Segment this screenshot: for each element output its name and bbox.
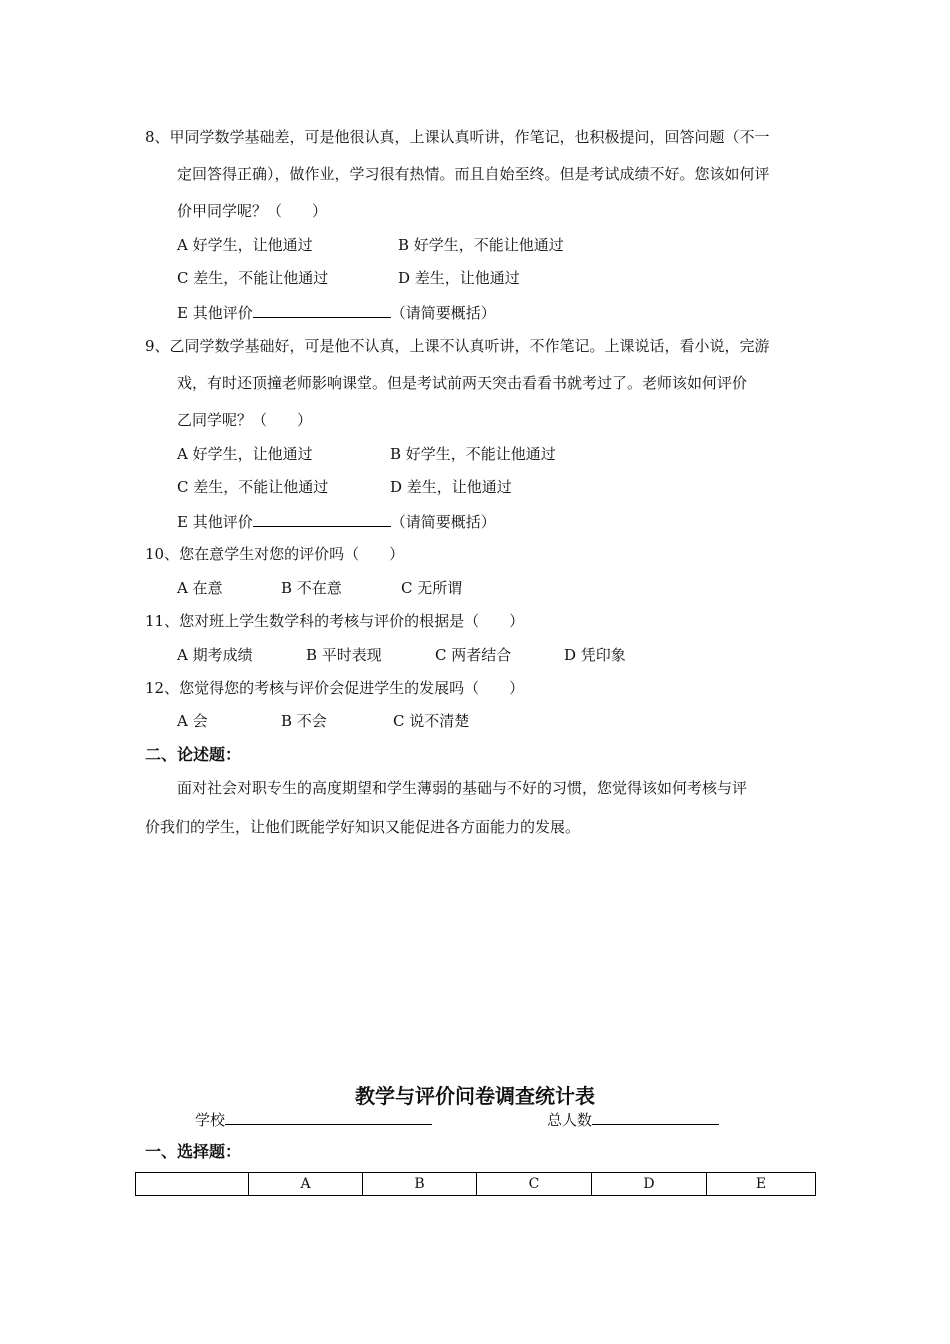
q9-line-3: 乙同学呢？（ ） bbox=[177, 411, 313, 429]
total-field bbox=[547, 1108, 719, 1130]
q8-option-e-row bbox=[177, 301, 496, 323]
q8-option-e[interactable]: E 其他评价 bbox=[177, 304, 253, 322]
stat-title: 教学与评价问卷调查统计表 bbox=[355, 1084, 595, 1108]
q10-options bbox=[177, 578, 462, 598]
total-blank[interactable] bbox=[592, 1108, 719, 1125]
q10-text: 10、您在意学生对您的评价吗（ ） bbox=[145, 545, 405, 563]
school-blank[interactable] bbox=[225, 1108, 432, 1125]
q12-text: 12、您觉得您的考核与评价会促进学生的发展吗（ ） bbox=[145, 679, 525, 697]
q9-option-e[interactable]: E 其他评价 bbox=[177, 513, 253, 531]
q10-option-a[interactable]: A 在意 bbox=[177, 579, 223, 597]
table-row bbox=[136, 1173, 816, 1196]
table-header-cell: E bbox=[707, 1173, 816, 1196]
table-header-cell bbox=[136, 1173, 249, 1196]
q9-options-row-1 bbox=[177, 444, 556, 464]
q8-line-3: 价甲同学呢？（ ） bbox=[177, 202, 328, 220]
q9-option-e-row bbox=[177, 510, 496, 532]
q12-options bbox=[177, 711, 469, 731]
q9-option-b[interactable]: B 好学生，不能让他通过 bbox=[390, 445, 556, 463]
school-field bbox=[195, 1108, 432, 1130]
q9-option-a[interactable]: A 好学生，让他通过 bbox=[177, 445, 313, 463]
q12-option-b[interactable]: B 不会 bbox=[281, 712, 327, 730]
essay-heading: 二、论述题： bbox=[145, 745, 242, 764]
q12-option-c[interactable]: C 说不清楚 bbox=[393, 712, 470, 730]
q11-option-d[interactable]: D 凭印象 bbox=[564, 646, 626, 664]
q12-option-a[interactable]: A 会 bbox=[177, 712, 208, 730]
q11-option-c[interactable]: C 两者结合 bbox=[435, 646, 512, 664]
q9-option-d[interactable]: D 差生，让他通过 bbox=[390, 478, 512, 496]
q8-option-d[interactable]: D 差生，让他通过 bbox=[398, 269, 520, 287]
q8-other-blank[interactable] bbox=[253, 301, 391, 318]
q8-options-row-1 bbox=[177, 235, 564, 255]
essay-line-1: 面对社会对职专生的高度期望和学生薄弱的基础与不好的习惯，您觉得该如何考核与评 bbox=[177, 779, 748, 797]
q8-line-1: 8、甲同学数学基础差，可是他很认真，上课认真听讲，作笔记，也积极提问，回答问题（不一 bbox=[145, 128, 770, 146]
school-label: 学校 bbox=[195, 1111, 226, 1129]
stat-table bbox=[135, 1172, 816, 1196]
q8-line-2: 定回答得正确），做作业，学习很有热情。而且自始至终。但是考试成绩不好。您该如何评 bbox=[177, 165, 770, 183]
q10-option-c[interactable]: C 无所谓 bbox=[401, 579, 463, 597]
q8-other-hint: （请简要概括） bbox=[390, 304, 496, 322]
q9-options-row-2 bbox=[177, 477, 512, 497]
q9-other-blank[interactable] bbox=[253, 510, 391, 527]
essay-line-2: 价我们的学生，让他们既能学好知识又能促进各方面能力的发展。 bbox=[145, 818, 581, 836]
table-header-cell: A bbox=[249, 1173, 363, 1196]
q9-line-1: 9、乙同学数学基础好，可是他不认真，上课不认真听讲，不作笔记。上课说话，看小说，完游 bbox=[145, 337, 770, 355]
q8-option-a[interactable]: A 好学生，让他通过 bbox=[177, 236, 313, 254]
q9-option-c[interactable]: C 差生，不能让他通过 bbox=[177, 478, 329, 496]
q11-option-b[interactable]: B 平时表现 bbox=[306, 646, 382, 664]
q10-option-b[interactable]: B 不在意 bbox=[281, 579, 342, 597]
table-header-cell: B bbox=[363, 1173, 477, 1196]
total-label: 总人数 bbox=[547, 1111, 593, 1129]
q8-option-c[interactable]: C 差生，不能让他通过 bbox=[177, 269, 329, 287]
q11-text: 11、您对班上学生数学科的考核与评价的根据是（ ） bbox=[145, 612, 525, 630]
q11-option-a[interactable]: A 期考成绩 bbox=[177, 646, 253, 664]
q8-options-row-2 bbox=[177, 268, 520, 288]
q8-option-b[interactable]: B 好学生，不能让他通过 bbox=[398, 236, 564, 254]
q11-options bbox=[177, 645, 626, 665]
stat-section-heading: 一、选择题： bbox=[145, 1142, 242, 1161]
table-header-cell: D bbox=[592, 1173, 707, 1196]
table-header-cell: C bbox=[477, 1173, 592, 1196]
q9-line-2: 戏，有时还顶撞老师影响课堂。但是考试前两天突击看看书就考过了。老师该如何评价 bbox=[177, 374, 748, 392]
q9-other-hint: （请简要概括） bbox=[390, 513, 496, 531]
